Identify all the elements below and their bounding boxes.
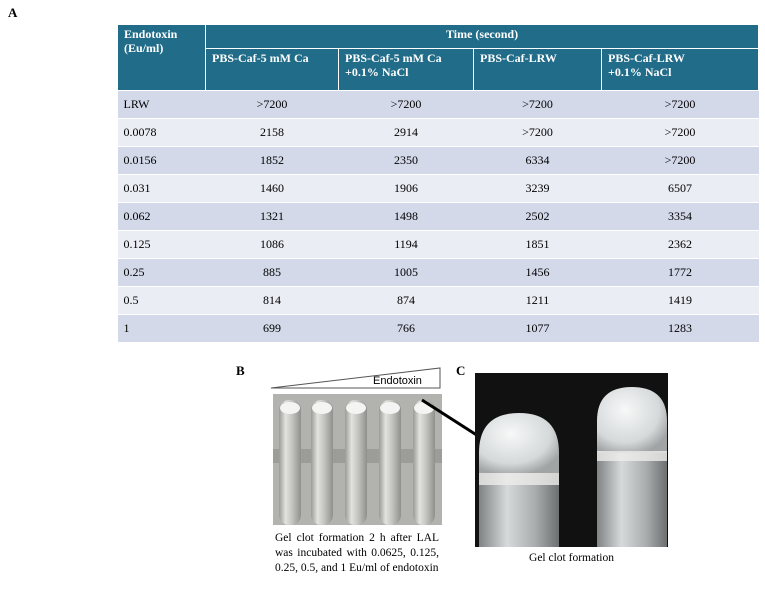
time-value: 1460 <box>206 175 339 203</box>
column-header: PBS-Caf-5 mM Ca <box>206 49 339 91</box>
gel-clot-photo <box>475 373 668 547</box>
time-value: 1772 <box>602 259 759 287</box>
endotoxin-value: 0.0156 <box>118 147 206 175</box>
time-value: 2350 <box>339 147 474 175</box>
endotoxin-value: 0.5 <box>118 287 206 315</box>
panel-label-b: B <box>236 363 245 378</box>
panel-label-c: C <box>456 363 466 378</box>
endotoxin-value: 0.0078 <box>118 119 206 147</box>
table-row <box>118 315 759 343</box>
tube-2 <box>311 400 333 525</box>
corner-header: Endotoxin (Eu/ml) <box>118 25 206 91</box>
time-value: 1851 <box>474 231 602 259</box>
panel-label-a: A <box>8 5 18 20</box>
table-row <box>118 119 759 147</box>
table-row <box>118 231 759 259</box>
time-value: 1498 <box>339 203 474 231</box>
time-value: 1077 <box>474 315 602 343</box>
table-row <box>118 147 759 175</box>
time-value: 766 <box>339 315 474 343</box>
wedge-label: Endotoxin <box>373 375 422 387</box>
time-value: >7200 <box>602 91 759 119</box>
tubes-photo <box>273 394 442 525</box>
endotoxin-value: 0.25 <box>118 259 206 287</box>
time-value: 699 <box>206 315 339 343</box>
column-header: PBS-Caf-LRW +0.1% NaCl <box>602 49 759 91</box>
endotoxin-value: 0.031 <box>118 175 206 203</box>
time-value: 1852 <box>206 147 339 175</box>
time-value: 6507 <box>602 175 759 203</box>
time-value: 874 <box>339 287 474 315</box>
tube-left <box>479 413 559 547</box>
tube-3 <box>345 400 367 525</box>
time-group-header: Time (second) <box>206 25 759 49</box>
time-value: 3354 <box>602 203 759 231</box>
time-value: 2914 <box>339 119 474 147</box>
endotoxin-value: 0.062 <box>118 203 206 231</box>
endotoxin-value: 0.125 <box>118 231 206 259</box>
time-value: 1005 <box>339 259 474 287</box>
time-value: 1321 <box>206 203 339 231</box>
column-header: PBS-Caf-LRW <box>474 49 602 91</box>
endotoxin-value: 1 <box>118 315 206 343</box>
table-row <box>118 259 759 287</box>
time-value: 1419 <box>602 287 759 315</box>
table-row <box>118 175 759 203</box>
time-value: >7200 <box>206 91 339 119</box>
endotoxin-table <box>117 24 759 343</box>
time-value: 1906 <box>339 175 474 203</box>
panel-c-caption: Gel clot formation <box>529 552 614 564</box>
tube-right <box>597 387 667 547</box>
time-value: 2362 <box>602 231 759 259</box>
time-value: 2158 <box>206 119 339 147</box>
tube-1 <box>279 400 301 525</box>
time-value: 1211 <box>474 287 602 315</box>
time-value: 1283 <box>602 315 759 343</box>
panel-b-caption: Gel clot formation 2 h after LAL was incubated with 0.0625, 0.125, 0.25, 0.5, and 1 Eu/ml of endotoxin <box>275 532 439 574</box>
time-value: 814 <box>206 287 339 315</box>
time-value: >7200 <box>474 119 602 147</box>
table-row <box>118 91 759 119</box>
time-value: 1194 <box>339 231 474 259</box>
time-value: >7200 <box>474 91 602 119</box>
time-value: 3239 <box>474 175 602 203</box>
time-value: 6334 <box>474 147 602 175</box>
time-value: 1086 <box>206 231 339 259</box>
time-value: 885 <box>206 259 339 287</box>
time-value: 1456 <box>474 259 602 287</box>
time-value: >7200 <box>602 147 759 175</box>
column-header: PBS-Caf-5 mM Ca +0.1% NaCl <box>339 49 474 91</box>
time-value: >7200 <box>339 91 474 119</box>
tube-4 <box>379 400 401 525</box>
table-row <box>118 287 759 315</box>
table-row <box>118 203 759 231</box>
endotoxin-value: LRW <box>118 91 206 119</box>
time-value: >7200 <box>602 119 759 147</box>
time-value: 2502 <box>474 203 602 231</box>
